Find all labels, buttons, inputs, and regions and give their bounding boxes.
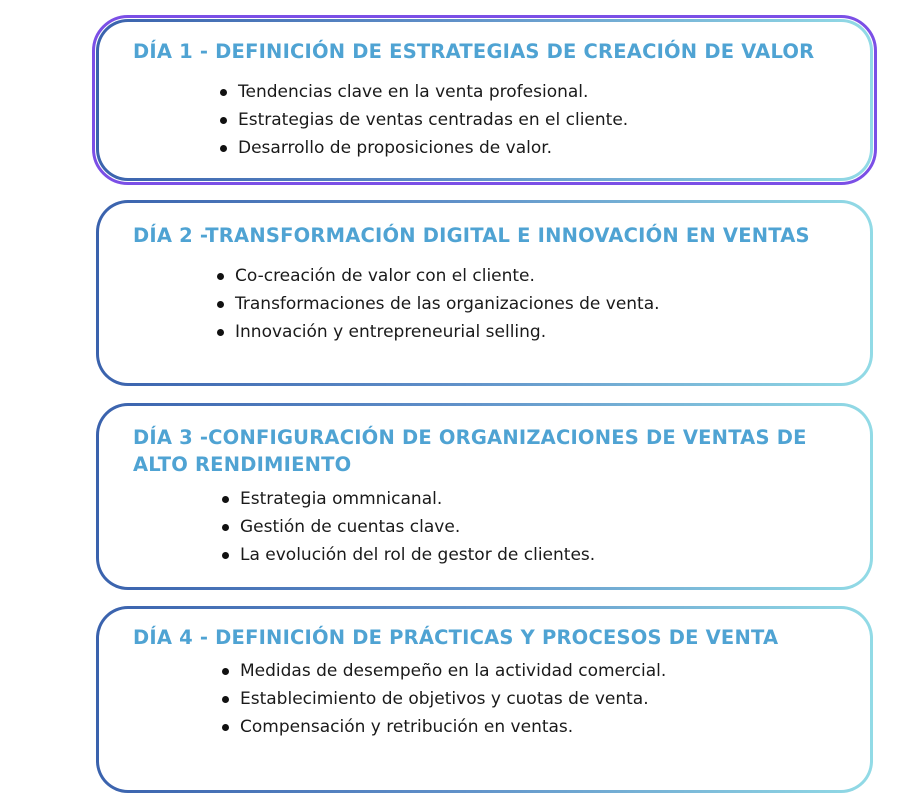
day-2-card[interactable] bbox=[96, 200, 873, 386]
list-item: Estrategias de ventas centradas en el cliente. bbox=[218, 106, 628, 134]
list-item: Compensación y retribución en ventas. bbox=[220, 713, 666, 741]
day-1-card[interactable] bbox=[96, 19, 873, 181]
day-3-title: DÍA 3 -CONFIGURACIÓN DE ORGANIZACIONES DE VENTAS DE ALTO RENDIMIENTO bbox=[133, 426, 807, 476]
list-item: Medidas de desempeño en la actividad comercial. bbox=[220, 657, 666, 685]
list-item: Gestión de cuentas clave. bbox=[220, 513, 595, 541]
list-item: Desarrollo de proposiciones de valor. bbox=[218, 134, 628, 162]
day-4-topic-list bbox=[220, 657, 666, 741]
day-4-title: DÍA 4 - DEFINICIÓN DE PRÁCTICAS Y PROCESOS DE VENTA bbox=[133, 626, 779, 649]
day-2-title: DÍA 2 -TRANSFORMACIÓN DIGITAL E INNOVACIÓN EN VENTAS bbox=[133, 224, 810, 247]
list-item: Transformaciones de las organizaciones de venta. bbox=[215, 290, 660, 318]
list-item: Innovación y entrepreneurial selling. bbox=[215, 318, 660, 346]
day-4-card[interactable] bbox=[96, 606, 873, 793]
list-item: Tendencias clave en la venta profesional. bbox=[218, 78, 628, 106]
day-3-topic-list bbox=[220, 485, 595, 569]
list-item: La evolución del rol de gestor de clientes. bbox=[220, 541, 595, 569]
day-2-topic-list bbox=[215, 262, 660, 346]
day-1-title: DÍA 1 - DEFINICIÓN DE ESTRATEGIAS DE CREACIÓN DE VALOR bbox=[133, 40, 815, 63]
list-item: Establecimiento de objetivos y cuotas de venta. bbox=[220, 685, 666, 713]
day-3-card[interactable] bbox=[96, 403, 873, 590]
day-1-topic-list bbox=[218, 78, 628, 162]
list-item: Estrategia ommnicanal. bbox=[220, 485, 595, 513]
list-item: Co-creación de valor con el cliente. bbox=[215, 262, 660, 290]
